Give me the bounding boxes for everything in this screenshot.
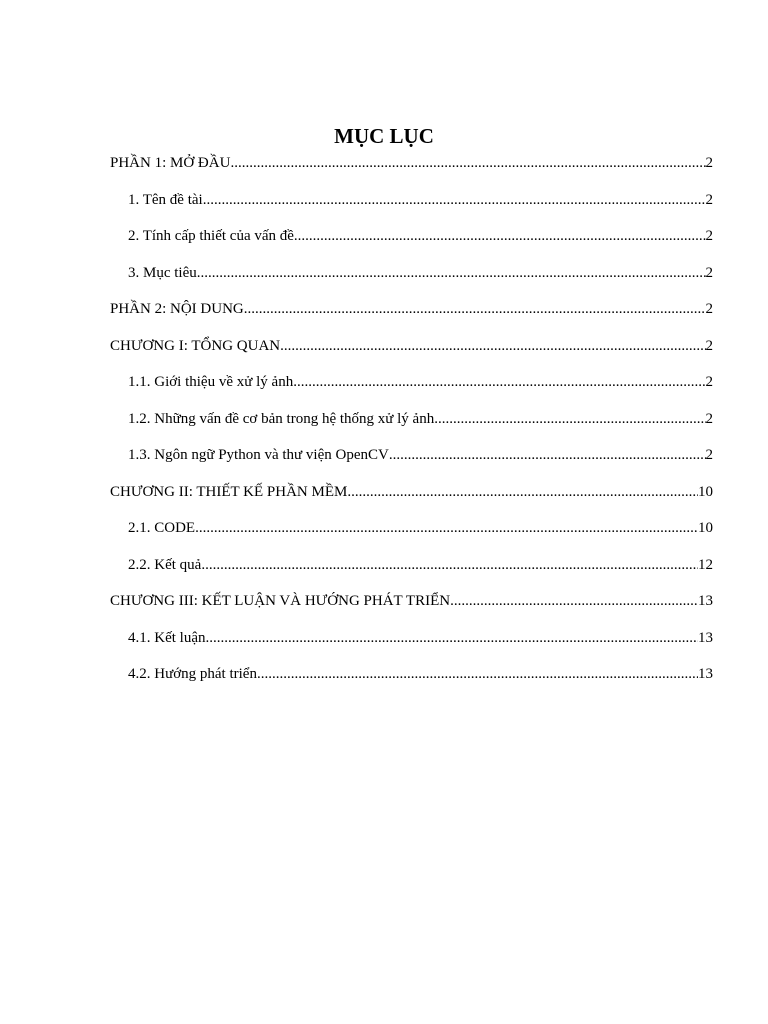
toc-leader-dots <box>205 623 698 653</box>
toc-entry[interactable] <box>110 258 713 295</box>
toc-entry-page: 2 <box>705 410 713 427</box>
toc-entry-page: 10 <box>698 520 713 536</box>
toc-entry-label: 2. Tính cấp thiết của vấn đề <box>128 228 294 244</box>
toc-entry[interactable] <box>110 404 713 441</box>
toc-entry-label: 1.3. Ngôn ngữ Python và thư viện OpenCV <box>128 447 389 463</box>
toc-leader-dots <box>230 148 705 178</box>
toc-entry[interactable] <box>110 440 713 477</box>
toc-entry-page: 2 <box>705 228 713 244</box>
toc-entry-label: CHƯƠNG I: TỔNG QUAN <box>110 337 281 354</box>
toc-entry[interactable] <box>110 221 713 258</box>
toc-entry-page: 2 <box>705 191 713 208</box>
toc-entry[interactable] <box>110 623 713 660</box>
toc-entry-label: 1.2. Những vấn đề cơ bản trong hệ thống xử lý ảnh <box>128 410 435 427</box>
toc-leader-dots <box>257 659 698 689</box>
toc-leader-dots <box>294 221 706 251</box>
toc-entry[interactable] <box>110 550 713 587</box>
toc-entry[interactable] <box>110 148 713 185</box>
toc-entry[interactable] <box>110 659 713 696</box>
toc-title: MỤC LỤC <box>334 124 434 148</box>
toc-entry-label: 2.1. CODE <box>128 520 196 536</box>
toc-entry-page: 2 <box>705 374 713 390</box>
toc-entry-label: 4.2. Hướng phát triển <box>128 666 257 682</box>
toc-entry[interactable] <box>110 513 713 550</box>
toc-entry-page: 10 <box>698 483 713 500</box>
toc-entry-page: 2 <box>705 447 713 463</box>
toc-entry[interactable] <box>110 477 713 514</box>
toc-entry-page: 2 <box>705 264 713 281</box>
toc-entry[interactable] <box>110 294 713 331</box>
toc-leader-dots <box>197 258 706 288</box>
toc-entry-page: 2 <box>705 155 713 171</box>
toc-leader-dots <box>434 404 705 434</box>
toc-entry-label: 2.2. Kết quả <box>128 556 202 573</box>
toc-entry-page: 12 <box>698 556 713 573</box>
toc-entry-label: CHƯƠNG II: THIẾT KẾ PHẦN MỀM <box>110 483 348 500</box>
toc-leader-dots <box>203 185 706 215</box>
toc-entry-label: PHẦN 1: MỞ ĐẦU <box>110 155 231 171</box>
toc-entry-label: 4.1. Kết luận <box>128 629 206 646</box>
toc-leader-dots <box>244 294 706 324</box>
toc-leader-dots <box>280 331 705 361</box>
toc-entry[interactable] <box>110 331 713 368</box>
toc-entry-page: 2 <box>705 337 713 354</box>
toc-entry-page: 2 <box>705 301 713 317</box>
toc-leader-dots <box>347 477 698 507</box>
toc-entry[interactable] <box>110 185 713 222</box>
toc-leader-dots <box>201 550 698 580</box>
toc-entry-label: 3. Mục tiêu <box>128 264 197 281</box>
toc-entry-label: 1. Tên đề tài <box>128 191 203 208</box>
toc-entry-label: CHƯƠNG III: KẾT LUẬN VÀ HƯỚNG PHÁT TRIỂN <box>110 593 451 609</box>
toc-entry-page: 13 <box>698 666 713 682</box>
toc-leader-dots <box>450 586 698 616</box>
toc-entry[interactable] <box>110 586 713 623</box>
toc-entry-label: PHẦN 2: NỘI DUNG <box>110 301 244 317</box>
toc-entry-page: 13 <box>698 593 713 609</box>
toc-entry[interactable] <box>110 367 713 404</box>
toc-leader-dots <box>293 367 705 397</box>
toc-leader-dots <box>195 513 698 543</box>
toc-entry-label: 1.1. Giới thiệu về xử lý ảnh <box>128 374 294 390</box>
toc-entry-page: 13 <box>698 629 713 646</box>
toc-leader-dots <box>389 440 706 470</box>
toc-list <box>110 148 713 696</box>
